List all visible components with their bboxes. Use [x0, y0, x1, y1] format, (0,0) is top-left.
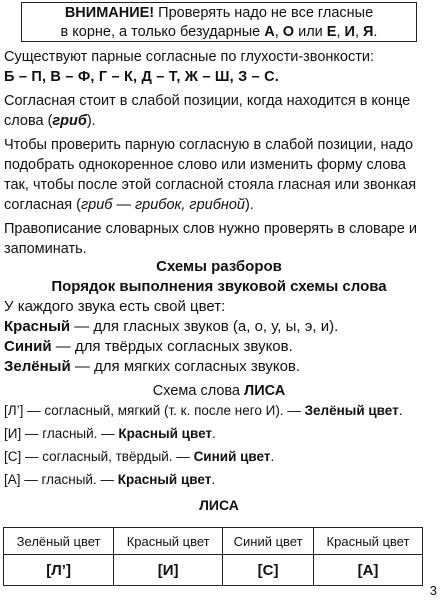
consonant-pairs: Б – П, В – Ф, Г – К, Д – Т, Ж – Ш, З – С.: [4, 69, 279, 85]
schema-row-color: Синий цвет: [193, 449, 271, 464]
color-intro: У каждого звука есть свой цвет:: [4, 298, 226, 315]
p3-end: ).: [244, 197, 254, 213]
schema-title-word: ЛИСА: [244, 383, 286, 399]
schemes-subheading: Порядок выполнения звуковой схемы слова: [51, 278, 387, 295]
or-text: или: [294, 24, 327, 40]
para-weak-position: [4, 91, 434, 131]
vowel-a: А: [264, 24, 275, 40]
table-cell-color: Зелёный цвет: [4, 528, 114, 555]
schema-row: [4, 424, 434, 443]
attention-box: [21, 2, 417, 42]
vowel-e: Е: [326, 24, 337, 40]
schema-row: [4, 470, 434, 489]
table-cell-color: Красный цвет: [314, 528, 423, 555]
schema-row-end: .: [398, 403, 403, 418]
green-label: Зелёный: [4, 358, 71, 375]
p2-example: гриб: [52, 113, 87, 129]
vowel-o: О: [282, 24, 295, 40]
table-row-colors: [4, 528, 423, 555]
schema-row: [4, 401, 434, 420]
attention-line-1: [22, 4, 416, 23]
attention-lead: ВНИМАНИЕ!: [64, 5, 155, 21]
p3-text: Чтобы проверить парную согласную в слабой позиции, надо подобрать однокоренное слово или изменить форму слова так, чтобы после этой согласной стояла гласная или звонкая согласная (: [4, 137, 417, 213]
schemes-heading: Схемы разборов: [156, 258, 282, 275]
blue-text: — для твёрдых согласных звуков.: [51, 338, 293, 355]
para-dictionary: Правописание словарных слов нужно проверять в словаре и запоминать.: [4, 221, 417, 257]
rule-red: [4, 317, 434, 337]
sound-table: [3, 527, 423, 586]
table-cell-sound: [С]: [223, 555, 314, 586]
red-text: — для гласных звуков (а, о, у, ы, э, и).: [70, 318, 339, 335]
schema-row-end: .: [211, 472, 216, 487]
table-cell-color: Красный цвет: [114, 528, 223, 555]
schema-row-color: Красный цвет: [117, 472, 212, 487]
attention-line-2: [22, 23, 416, 42]
red-label: Красный: [4, 318, 71, 335]
schema-title-prefix: Схема слова: [152, 383, 245, 399]
schema-row-text: [Л’] — согласный, мягкий (т. к. после него И). —: [4, 403, 305, 418]
schema-title: [4, 383, 434, 399]
rule-green: [4, 357, 434, 377]
green-text: — для мягких согласных звуков.: [70, 358, 301, 375]
schema-row-text: [И] — гласный. —: [4, 426, 119, 441]
table-cell-color: Синий цвет: [223, 528, 314, 555]
rule-blue: [4, 337, 434, 357]
para-pairs-intro: Существуют парные согласные по глухости-звонкости:: [4, 49, 374, 65]
page-number: 3: [429, 583, 437, 598]
blue-label: Синий: [4, 338, 52, 355]
p2-text: Согласная стоит в слабой позиции, когда находится в конце слова (: [4, 93, 411, 129]
schema-row-color: Зелёный цвет: [304, 403, 399, 418]
schema-row-end: .: [212, 426, 216, 441]
sep: ,: [336, 24, 345, 40]
p2-end: ).: [86, 113, 96, 129]
table-cell-sound: [И]: [114, 555, 223, 586]
table-title: ЛИСА: [199, 497, 239, 513]
table-cell-sound: [А]: [314, 555, 423, 586]
attention-text-1: Проверять надо не все гласные: [154, 5, 374, 21]
attention-text-2: в корне, а только безударные: [60, 24, 265, 40]
vowel-ya: Я: [363, 24, 374, 40]
table-row-sounds: [4, 555, 423, 586]
schema-row-text: [С] — согласный, твёрдый. —: [4, 449, 194, 464]
schema-rows: [4, 401, 434, 489]
schemes-section: [4, 258, 434, 517]
p3-example: гриб — грибок, грибной: [81, 197, 245, 213]
sep: ,: [274, 24, 283, 40]
rules-text: [4, 47, 434, 263]
schema-row-color: Красный цвет: [118, 426, 213, 441]
table-cell-sound: [Л’]: [4, 555, 114, 586]
schema-row-end: .: [270, 449, 275, 464]
sep: ,: [354, 24, 363, 40]
end-dot: .: [373, 24, 378, 40]
schema-row-text: [А] — гласный. —: [4, 472, 118, 487]
schema-row: [4, 447, 434, 466]
vowel-i: И: [344, 24, 355, 40]
para-check: [4, 135, 434, 215]
